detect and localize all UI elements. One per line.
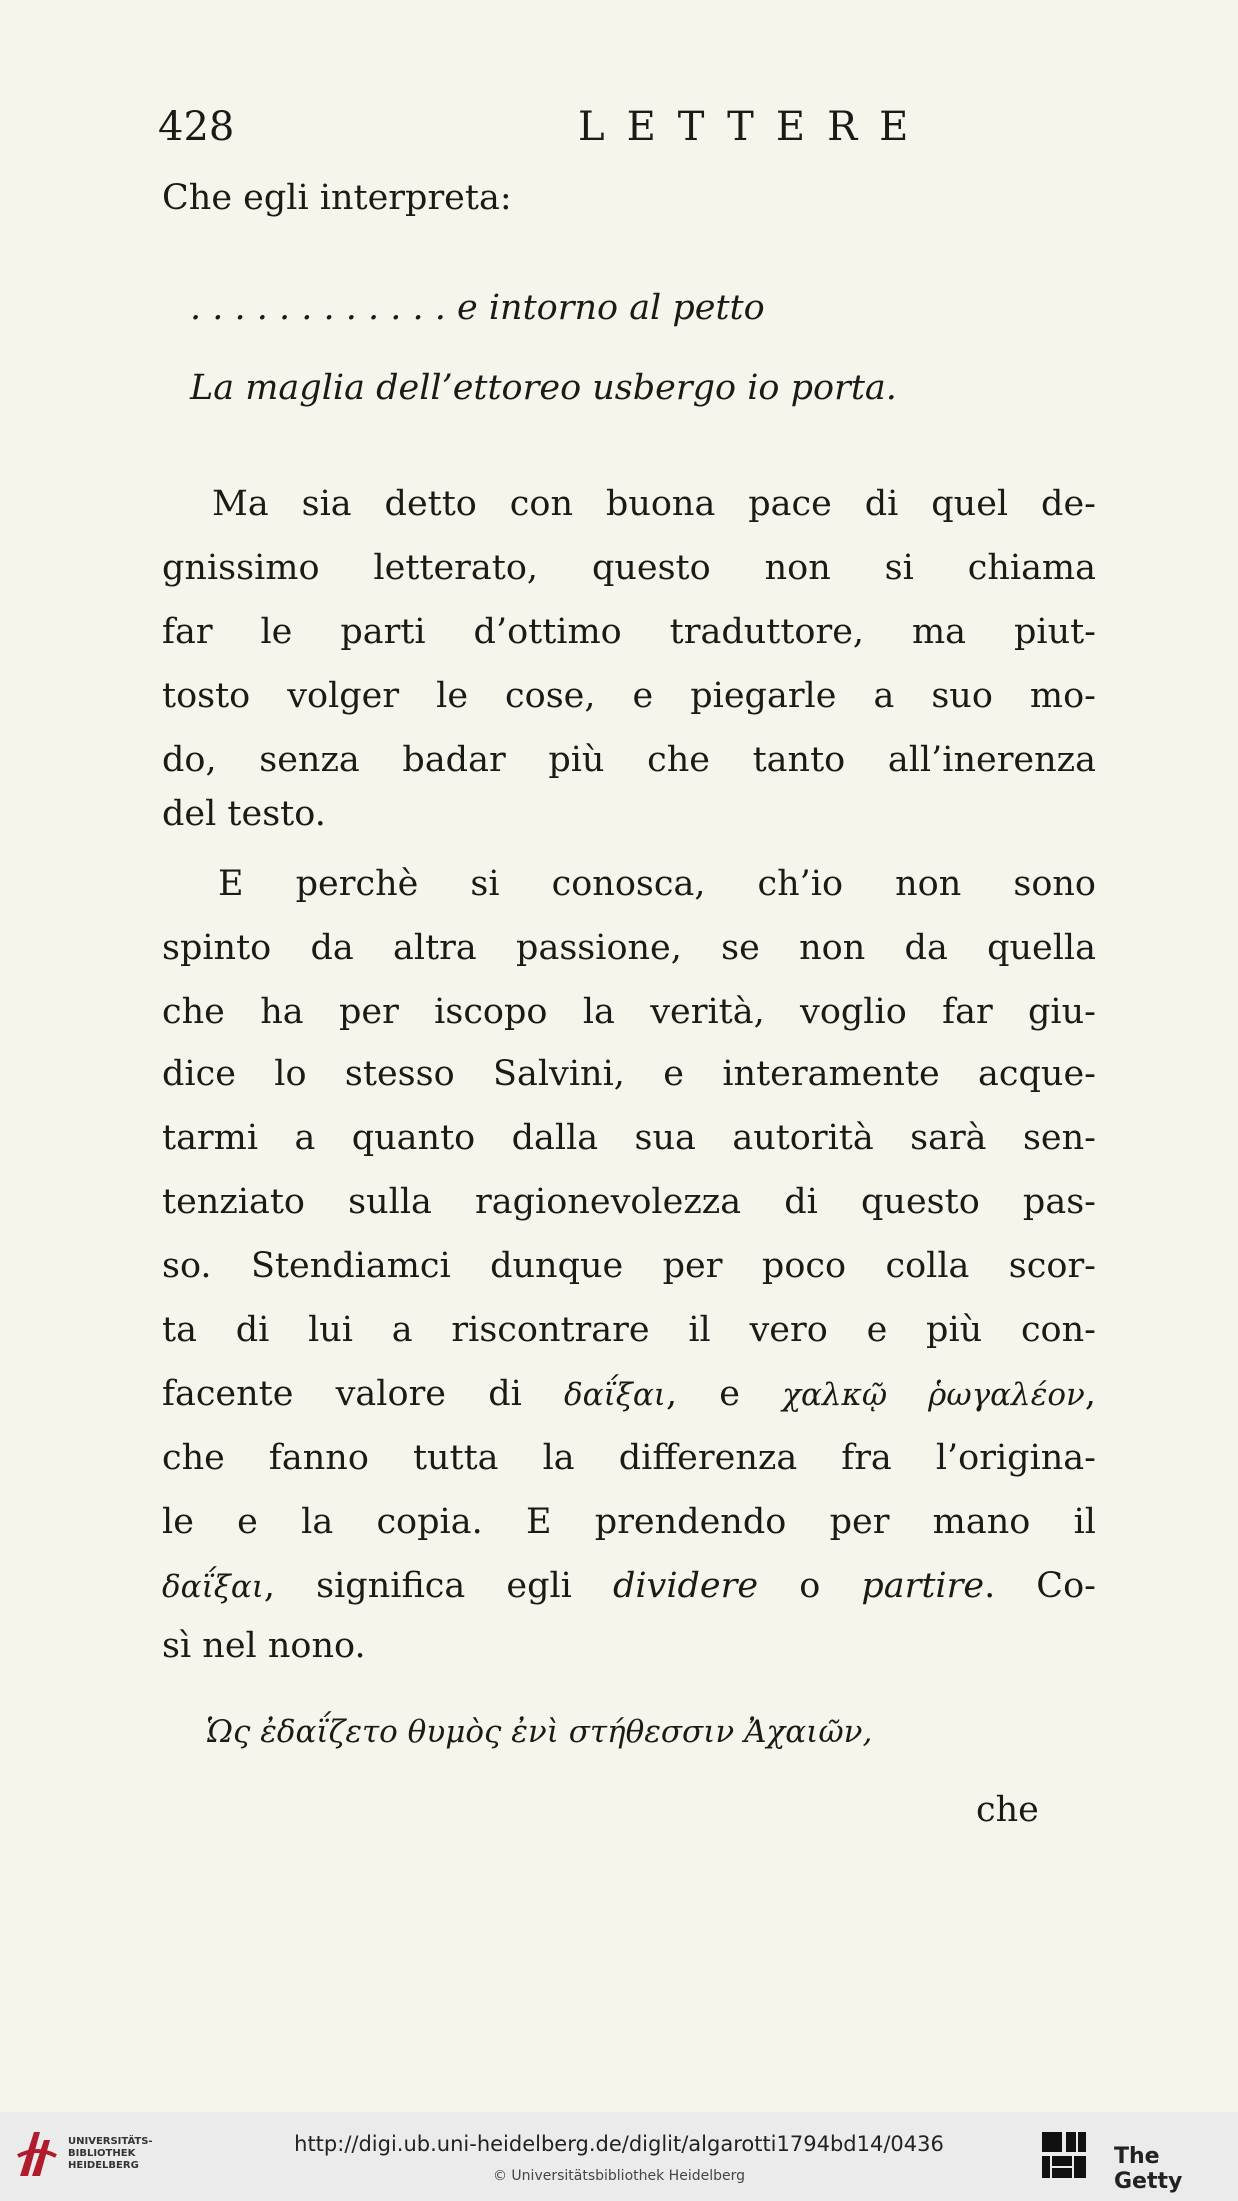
text-line: do, senza badar più che tanto all’inerenza	[162, 740, 1096, 780]
text-line: che fanno tutta la differenza fra l’origina-	[162, 1438, 1096, 1478]
text-line: che ha per iscopo la verità, voglio far giu-	[162, 992, 1096, 1032]
text-line: sì nel nono.	[162, 1626, 366, 1666]
text-line: Che egli interpreta:	[162, 178, 512, 218]
text-line: so. Stendiamci dunque per poco colla scor-	[162, 1246, 1096, 1286]
text-line: del testo.	[162, 794, 326, 834]
permalink[interactable]: http://digi.ub.uni-heidelberg.de/diglit/algarotti1794bd14/0436	[294, 2132, 944, 2156]
running-title: LETTERE	[578, 104, 931, 150]
text-line: far le parti d’ottimo traduttore, ma piut-	[162, 612, 1096, 652]
verse-line: . . . . . . . . . . . . e intorno al petto	[190, 288, 765, 328]
text-line: tosto volger le cose, e piegarle a suo mo-	[162, 676, 1096, 716]
library-name-line: BIBLIOTHEK	[68, 2148, 136, 2159]
text-line: spinto da altra passione, se non da quella	[162, 928, 1096, 968]
text-line: le e la copia. E prendendo per mano il	[162, 1502, 1096, 1542]
footer-bar	[0, 2112, 1238, 2201]
text-line: E perchè si conosca, ch’io non sono	[218, 864, 1096, 904]
getty-label: The Getty	[1114, 2144, 1183, 2194]
page-header	[158, 102, 1098, 152]
greek-verse-line: Ὡς ἐδαΐζετο θυμὸς ἐνὶ στήθεσσιν Ἀχαιῶν,	[206, 1714, 873, 1750]
italic-word: dividere	[612, 1566, 759, 1606]
getty-mark-icon	[1040, 2130, 1088, 2182]
italic-word: partire	[861, 1566, 985, 1606]
text-segment: , e	[665, 1374, 783, 1414]
greek-word: χαλκῷ ῥωγαλέον	[782, 1377, 1085, 1413]
text-segment: , significa egli	[263, 1566, 613, 1606]
library-name-line: UNIVERSITÄTS-	[68, 2136, 153, 2147]
text-segment: ,	[1084, 1374, 1096, 1414]
text-line: tenziato sulla ragionevolezza di questo pas-	[162, 1182, 1096, 1222]
verse-line: La maglia dell’ettoreo usbergo io porta.	[190, 368, 897, 408]
text-line-with-greek	[162, 1368, 1096, 1421]
text-segment: . Co-	[984, 1566, 1096, 1606]
text-line: ta di lui a riscontrare il vero e più con-	[162, 1310, 1096, 1350]
greek-word: δαΐξαι	[564, 1377, 666, 1413]
text-line: tarmi a quanto dalla sua autorità sarà sen-	[162, 1118, 1096, 1158]
text-line: Ma sia detto con buona pace di quel de-	[212, 484, 1096, 524]
text-line: gnissimo letterato, questo non si chiama	[162, 548, 1096, 588]
library-name-line: HEIDELBERG	[68, 2160, 139, 2171]
page-number: 428	[158, 104, 235, 150]
text-segment: o	[758, 1566, 862, 1606]
copyright-notice: © Universitätsbibliothek Heidelberg	[492, 2168, 745, 2184]
text-line-with-greek	[162, 1560, 1096, 1613]
greek-word: δαΐξαι	[162, 1569, 264, 1605]
getty-logo	[1040, 2130, 1230, 2194]
catchword: che	[976, 1790, 1039, 1830]
text-segment: facente valore di	[162, 1374, 565, 1414]
text-line: dice lo stesso Salvini, e interamente acque-	[162, 1054, 1096, 1094]
